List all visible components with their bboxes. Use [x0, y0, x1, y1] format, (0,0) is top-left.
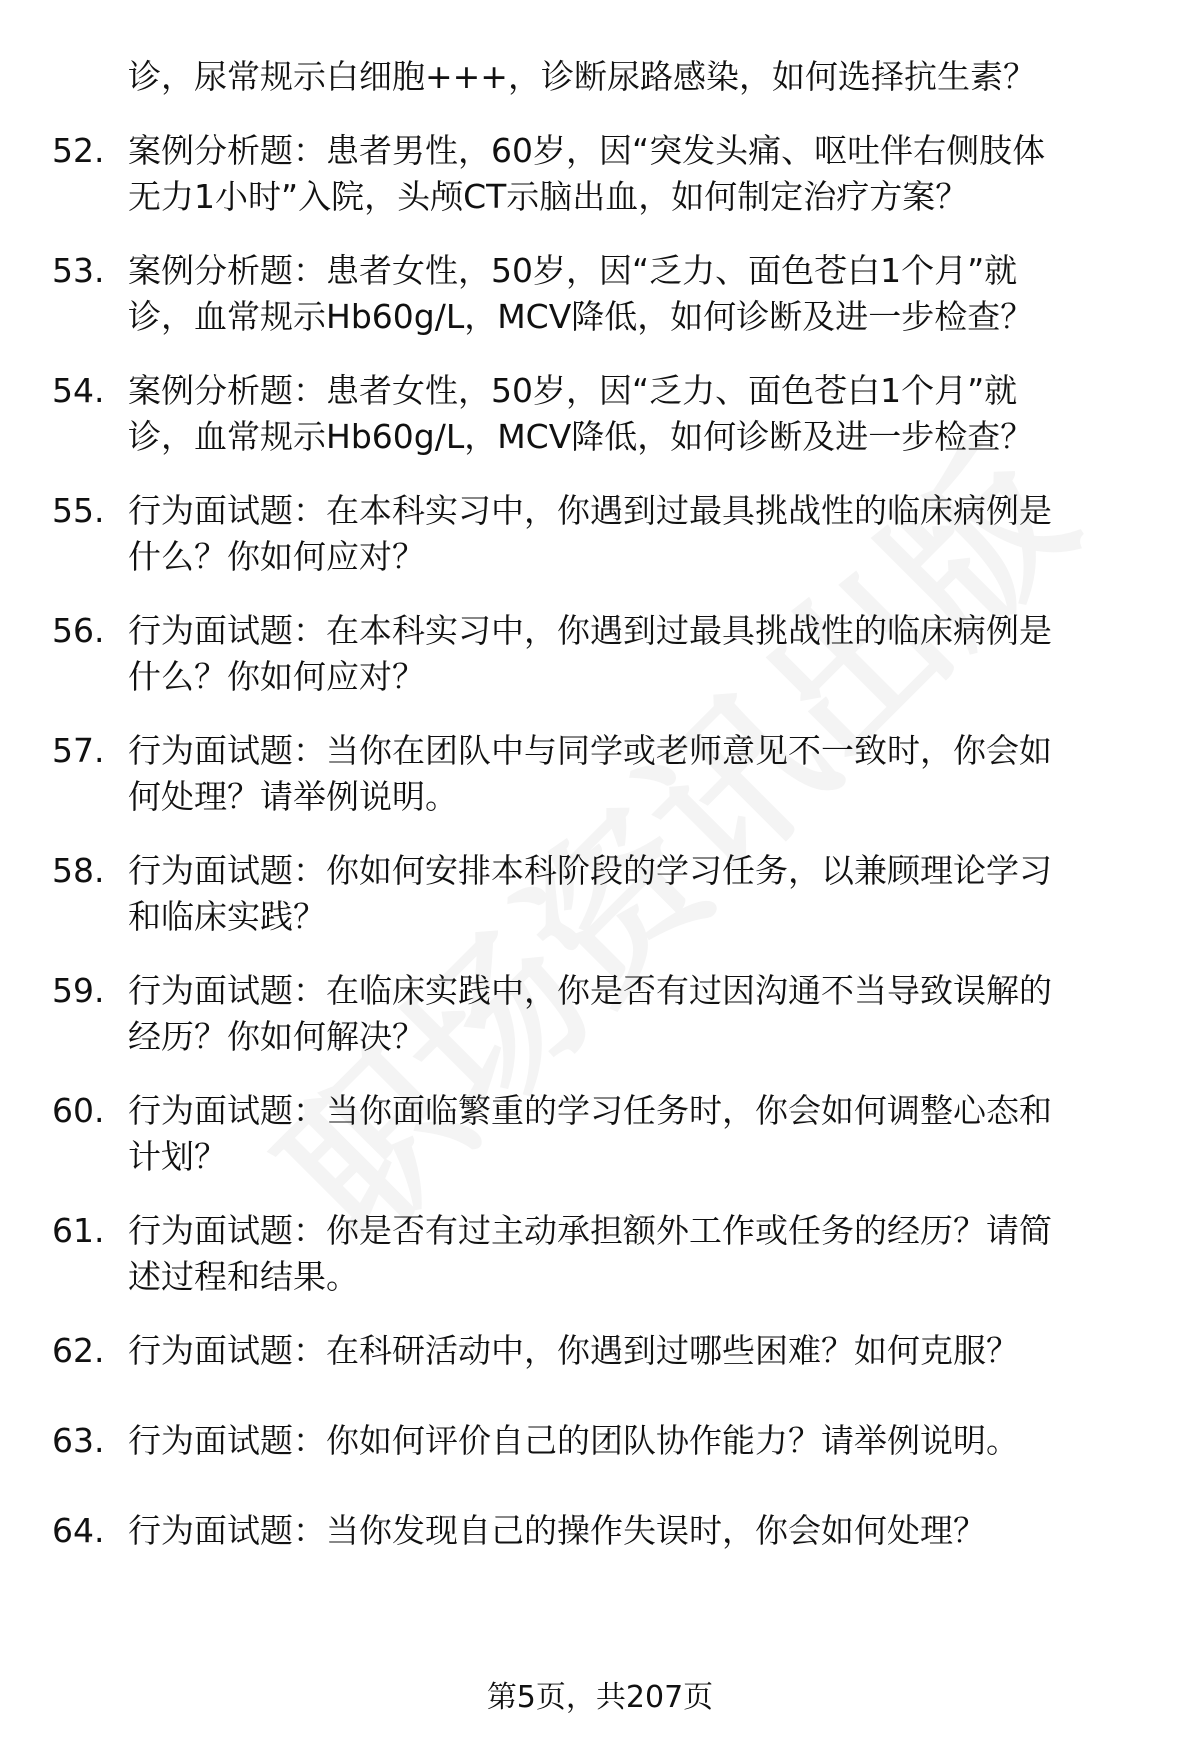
question-text [128, 1418, 1148, 1464]
question-text [128, 728, 1148, 820]
question-text-line: 行为面试题：当你发现自己的操作失误时，你会如何处理？ [128, 1511, 986, 1550]
question-text-line: 行为面试题：在科研活动中，你遇到过哪些困难？如何克服？ [128, 1331, 1019, 1370]
question-text [128, 1328, 1148, 1374]
question-text [128, 128, 1148, 220]
question-text-line: 行为面试题：在本科实习中，你遇到过最具挑战性的临床病例是 [128, 611, 1052, 650]
question-number: 56. [52, 611, 105, 650]
question-number: 62. [52, 1331, 105, 1370]
question-text-line: 行为面试题：在本科实习中，你遇到过最具挑战性的临床病例是 [128, 491, 1052, 530]
question-text-line: 诊，血常规示Hb60g/L，MCV降低，如何诊断及进一步检查？ [128, 417, 1034, 456]
question-number: 55. [52, 491, 105, 530]
question-text-line: 行为面试题：你如何评价自己的团队协作能力？请举例说明。 [128, 1421, 1019, 1460]
question-text [128, 848, 1148, 940]
question-text-line: 何处理？请举例说明。 [128, 777, 458, 816]
question-number: 54. [52, 371, 105, 410]
question-text-line: 行为面试题：你如何安排本科阶段的学习任务，以兼顾理论学习 [128, 851, 1052, 890]
question-text [128, 368, 1148, 460]
continuation-line: 诊，尿常规示白细胞+++，诊断尿路感染，如何选择抗生素？ [128, 57, 1036, 96]
question-text [128, 608, 1148, 700]
question-text [128, 968, 1148, 1060]
question-text [128, 248, 1148, 340]
question-number: 57. [52, 731, 105, 770]
question-text-line: 行为面试题：当你在团队中与同学或老师意见不一致时，你会如 [128, 731, 1052, 770]
question-text-line: 述过程和结果。 [128, 1257, 359, 1296]
question-text-line: 行为面试题：你是否有过主动承担额外工作或任务的经历？请简 [128, 1211, 1052, 1250]
question-text-line: 什么？你如何应对？ [128, 657, 425, 696]
question-text-line: 行为面试题：当你面临繁重的学习任务时，你会如何调整心态和 [128, 1091, 1052, 1130]
question-number: 60. [52, 1091, 105, 1130]
question-number: 53. [52, 251, 105, 290]
question-text-line: 无力1小时”入院，头颅CT示脑出血，如何制定治疗方案？ [128, 177, 969, 216]
question-text-line: 诊，血常规示Hb60g/L，MCV降低，如何诊断及进一步检查？ [128, 297, 1034, 336]
page-number-footer: 第5页，共207页 [486, 1680, 714, 1715]
question-number: 58. [52, 851, 105, 890]
question-number: 52. [52, 131, 105, 170]
question-text-line: 案例分析题：患者男性，60岁，因“突发头痛、呕吐伴右侧肢体 [128, 131, 1046, 170]
question-text [128, 1208, 1148, 1300]
question-text-line: 案例分析题：患者女性，50岁，因“乏力、面色苍白1个月”就 [128, 251, 1018, 290]
question-text-line: 和临床实践？ [128, 897, 326, 936]
question-number: 63. [52, 1421, 105, 1460]
question-text [128, 488, 1148, 580]
question-text [128, 1508, 1148, 1554]
question-text-line: 行为面试题：在临床实践中，你是否有过因沟通不当导致误解的 [128, 971, 1052, 1010]
question-text-line: 案例分析题：患者女性，50岁，因“乏力、面色苍白1个月”就 [128, 371, 1018, 410]
question-text-line: 什么？你如何应对？ [128, 537, 425, 576]
question-number: 59. [52, 971, 105, 1010]
question-text-line: 计划？ [128, 1137, 227, 1176]
question-text-line: 经历？你如何解决？ [128, 1017, 425, 1056]
question-number: 64. [52, 1511, 105, 1550]
question-number: 61. [52, 1211, 105, 1250]
question-text [128, 1088, 1148, 1180]
